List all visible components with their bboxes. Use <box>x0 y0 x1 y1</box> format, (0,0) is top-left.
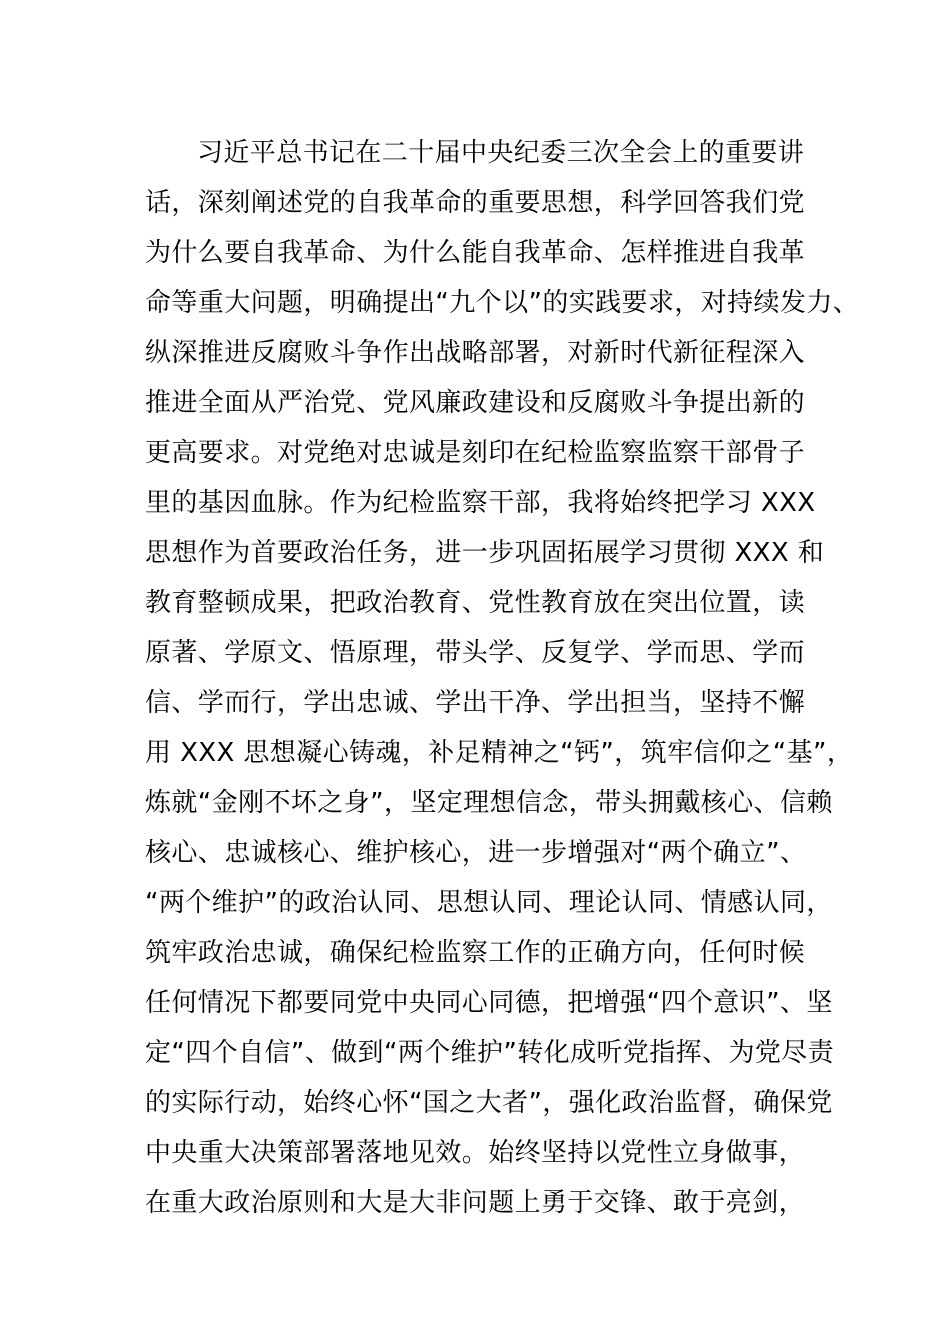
text-line: “两个维护”的政治认同、思想认同、理论认同、情感认同， <box>145 888 833 918</box>
text-line: 里的基因血脉。作为纪检监察干部，我将始终把学习 XXX <box>145 488 816 518</box>
body-paragraph <box>145 128 860 1228</box>
text-line: 习近平总书记在二十届中央纪委三次全会上的重要讲 <box>197 138 805 168</box>
text-line: 命等重大问题，明确提出“九个以”的实践要求，对持续发力、 <box>145 288 860 318</box>
text-line: 任何情况下都要同党中央同心同德，把增强“四个意识”、坚 <box>145 988 833 1018</box>
text-line: 话，深刻阐述党的自我革命的重要思想，科学回答我们党 <box>145 188 806 218</box>
text-line: 中央重大决策部署落地见效。始终坚持以党性立身做事， <box>145 1138 806 1168</box>
text-line: 筑牢政治忠诚，确保纪检监察工作的正确方向，任何时候 <box>145 938 806 968</box>
text-line: 教育整顿成果，把政治教育、党性教育放在突出位置，读 <box>145 588 806 618</box>
text-line: 原著、学原文、悟原理，带头学、反复学、学而思、学而 <box>145 638 806 668</box>
text-line: 炼就“金刚不坏之身”，坚定理想信念，带头拥戴核心、信赖 <box>145 788 833 818</box>
text-line: 思想作为首要政治任务，进一步巩固拓展学习贯彻 XXX 和 <box>145 538 825 568</box>
text-line: 纵深推进反腐败斗争作出战略部署，对新时代新征程深入 <box>145 338 806 368</box>
text-line: 推进全面从严治党、党风廉政建设和反腐败斗争提出新的 <box>145 388 806 418</box>
text-line: 的实际行动，始终心怀“国之大者”，强化政治监督，确保党 <box>145 1088 833 1118</box>
text-line: 更高要求。对党绝对忠诚是刻印在纪检监察监察干部骨子 <box>145 438 806 468</box>
text-line: 在重大政治原则和大是大非问题上勇于交锋、敢于亮剑， <box>145 1188 806 1218</box>
text-line: 核心、忠诚核心、维护核心，进一步增强对“两个确立”、 <box>145 838 807 868</box>
text-line: 为什么要自我革命、为什么能自我革命、怎样推进自我革 <box>145 238 806 268</box>
text-line: 信、学而行，学出忠诚、学出干净、学出担当，坚持不懈 <box>145 688 806 718</box>
text-line: 用 XXX 思想凝心铸魂，补足精神之“钙”，筑牢信仰之“基”， <box>145 738 854 768</box>
text-line: 定“四个自信”、做到“两个维护”转化成听党指挥、为党尽责 <box>145 1038 835 1068</box>
